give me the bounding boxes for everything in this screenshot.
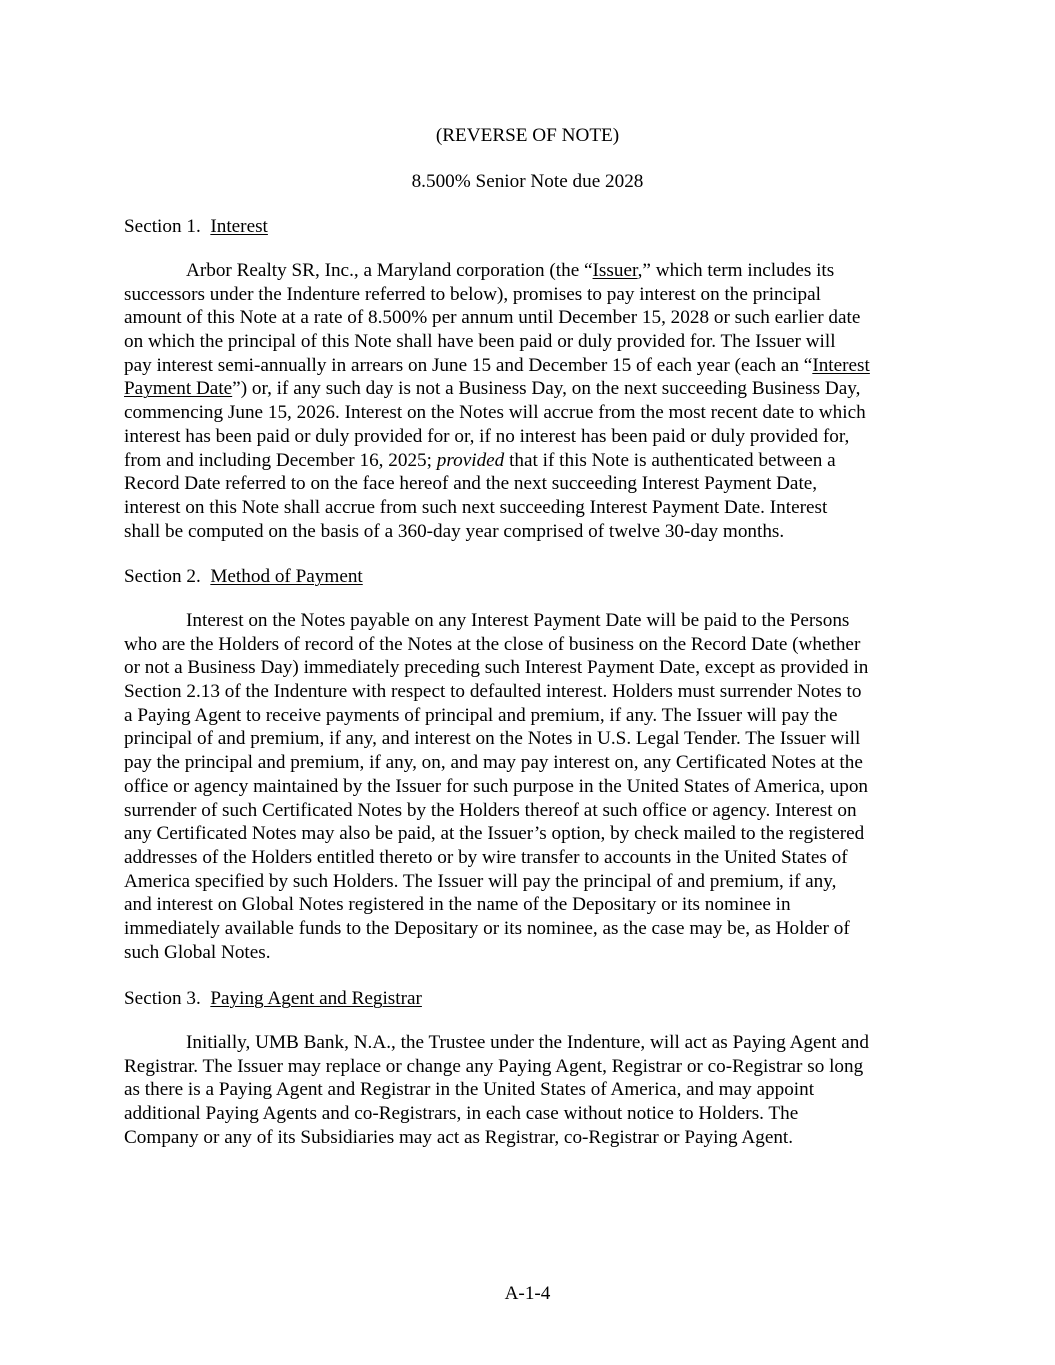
line-text: principal of and premium, if any, and interest on the Notes in U.S. Legal Tender. The Issuer will (124, 728, 861, 750)
line-text: Section 2.13 of the Indenture with respect to defaulted interest. Holders must surrender Notes to (124, 681, 862, 703)
text-line (124, 306, 931, 330)
document-title: (REVERSE OF NOTE) (435, 125, 620, 146)
line-text: surrender of such Certificated Notes by the Holders thereof at such office or agency. Interest on (124, 799, 857, 821)
text-line (124, 893, 931, 917)
text-line (124, 870, 931, 894)
line-text: a Paying Agent to receive payments of principal and premium, if any. The Issuer will pay the (124, 704, 838, 726)
line-text: Interest on the Notes payable on any Interest Payment Date will be paid to the Persons (186, 610, 850, 631)
line-text: Company or any of its Subsidiaries may act as Registrar, co-Registrar or Paying Agent. (124, 1126, 794, 1148)
defined-term: Payment Date (124, 378, 233, 400)
text-line (124, 846, 931, 870)
line-text: who are the Holders of record of the Notes at the close of business on the Record Date (whether (124, 633, 861, 655)
section-1-title: Interest (210, 216, 268, 237)
text-line (124, 377, 931, 401)
text-line (124, 472, 931, 496)
text-line (124, 704, 931, 728)
section-3-prefix: Section 3. (124, 988, 201, 1009)
text-line (124, 941, 931, 965)
text-line (124, 609, 931, 633)
section-3-title: Paying Agent and Registrar (210, 988, 422, 1009)
section-3-body (124, 1031, 931, 1149)
line-text: such Global Notes. (124, 941, 271, 963)
line-text: commencing June 15, 2026. Interest on the Notes will accrue from the most recent date to which (124, 402, 866, 424)
line-text: amount of this Note at a rate of 8.500% per annum until December 15, 2028 or such earlier date (124, 307, 861, 329)
section-1-body (124, 259, 931, 543)
line-text: ”) or, if any such day is not a Business Day, on the next succeeding Business Day, (232, 378, 861, 400)
text-line (124, 1102, 931, 1126)
text-line (124, 401, 931, 425)
line-text: as there is a Paying Agent and Registrar in the United States of America, and may appoint (124, 1079, 815, 1101)
line-text: additional Paying Agents and co-Registrars, in each case without notice to Holders. The (124, 1103, 799, 1125)
text-line (124, 822, 931, 846)
text-line (124, 425, 931, 449)
emphasis-text: provided (436, 449, 505, 471)
text-line (124, 520, 931, 544)
text-line (124, 283, 931, 307)
line-text: shall be computed on the basis of a 360-day year comprised of twelve 30-day months. (124, 520, 785, 542)
line-text: interest on this Note shall accrue from such next succeeding Interest Payment Date. Interest (124, 496, 828, 518)
text-line (124, 354, 931, 378)
section-2-body (124, 609, 931, 964)
defined-term: Interest (812, 354, 870, 376)
text-line (124, 1126, 931, 1150)
text-line (124, 799, 931, 823)
line-text: ,” which term includes its (637, 260, 835, 281)
line-text: on which the principal of this Note shall have been paid or duly provided for. The Issuer will (124, 331, 836, 353)
section-2-title: Method of Payment (210, 566, 363, 587)
line-text: pay interest semi-annually in arrears on June 15 and December 15 of each year (each an “ (124, 354, 813, 376)
section-2-prefix: Section 2. (124, 566, 201, 587)
text-line (124, 775, 931, 799)
section-2-heading (124, 565, 363, 589)
section-3-heading (124, 987, 422, 1011)
text-line (124, 633, 931, 657)
text-line (124, 1055, 931, 1079)
line-text: immediately available funds to the Depositary or its nominee, as the case may be, as Holder of (124, 917, 850, 939)
line-text: Record Date referred to on the face hereof and the next succeeding Interest Payment Date, (124, 473, 818, 495)
line-text: successors under the Indenture referred to below), promises to pay interest on the principal (124, 283, 821, 305)
line-text: America specified by such Holders. The Issuer will pay the principal of and premium, if any, (124, 870, 837, 892)
section-1-heading (124, 215, 268, 239)
line-text: from and including December 16, 2025; (124, 449, 437, 471)
line-text: Registrar. The Issuer may replace or change any Paying Agent, Registrar or co-Registrar so long (124, 1055, 864, 1077)
line-text: that if this Note is authenticated between a (504, 449, 836, 471)
text-line (124, 656, 931, 680)
defined-term: Issuer (592, 260, 638, 281)
section-1-prefix: Section 1. (124, 216, 201, 237)
line-text: office or agency maintained by the Issuer for such purpose in the United States of America, upon (124, 775, 869, 797)
line-text: and interest on Global Notes registered in the name of the Depositary or its nominee in (124, 894, 791, 916)
line-text: or not a Business Day) immediately preceding such Interest Payment Date, except as provided in (124, 657, 869, 679)
line-text: Arbor Realty SR, Inc., a Maryland corporation (the “ (186, 260, 593, 281)
text-line (124, 1031, 931, 1055)
text-line (124, 449, 931, 473)
text-line (124, 751, 931, 775)
text-line (124, 917, 931, 941)
text-line (124, 680, 931, 704)
text-line (124, 1078, 931, 1102)
line-text: addresses of the Holders entitled thereto or by wire transfer to accounts in the United States of (124, 846, 848, 868)
text-line (124, 496, 931, 520)
text-line (124, 259, 931, 283)
text-line (124, 727, 931, 751)
line-text: interest has been paid or duly provided for or, if no interest has been paid or duly provided for, (124, 425, 850, 447)
line-text: any Certificated Notes may also be paid, at the Issuer’s option, by check mailed to the registered (124, 823, 865, 845)
text-line (124, 330, 931, 354)
line-text: pay the principal and premium, if any, on, and may pay interest on, any Certificated Notes at the (124, 752, 863, 774)
document-subtitle: 8.500% Senior Note due 2028 (411, 171, 644, 192)
line-text: Initially, UMB Bank, N.A., the Trustee under the Indenture, will act as Paying Agent and (186, 1032, 869, 1053)
page-number: A-1-4 (504, 1283, 551, 1304)
